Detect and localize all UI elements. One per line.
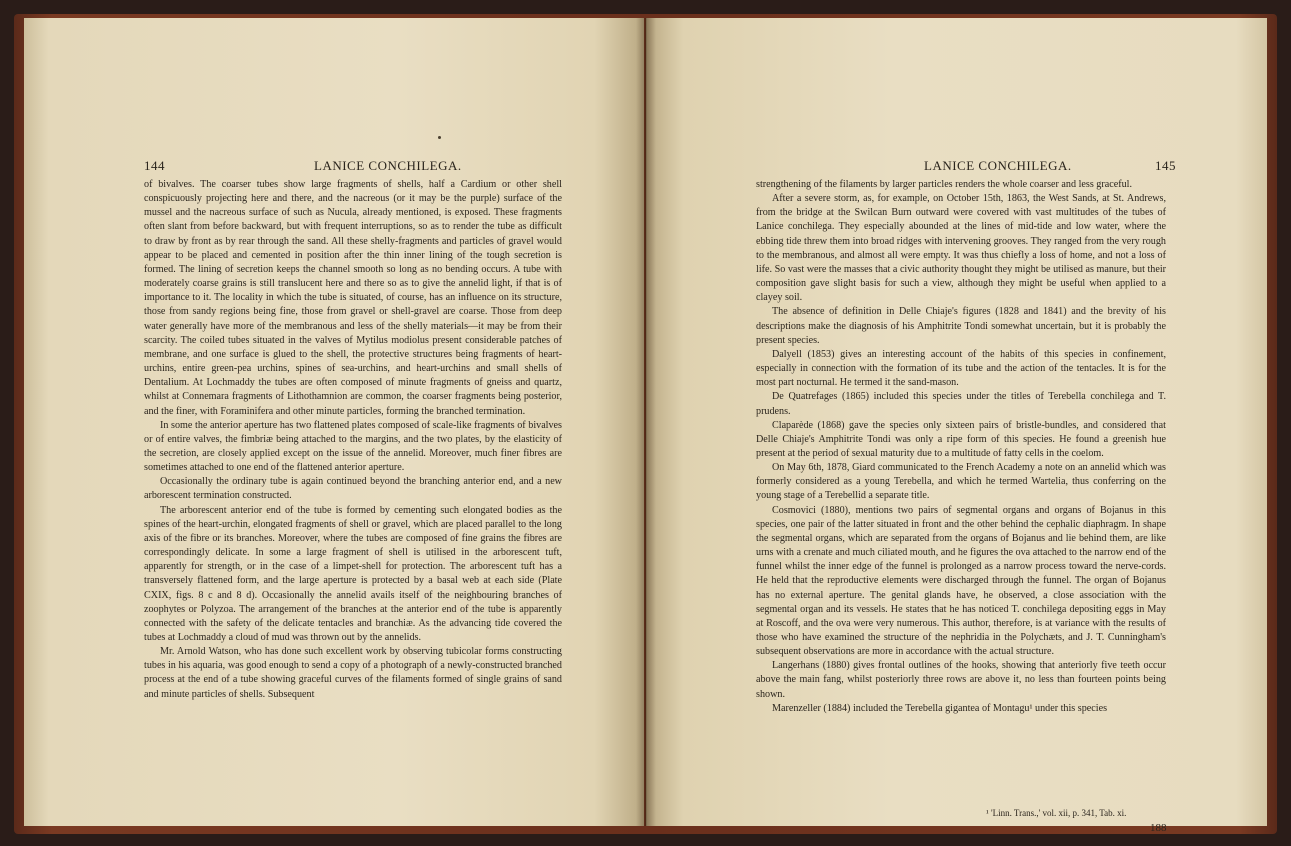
ink-speck: [438, 136, 441, 139]
paragraph: In some the anterior aperture has two flattened plates composed of scale-like fragments of bivalves or of entire valves, the fimbriæ being attached to the margins, and the two plates, by the elasticity of the secretion, are closely applied except on the issue of the annelid. Moreover, much finer fibres are sometimes attached to one end of the flattened anterior aperture.: [144, 419, 562, 474]
paragraph: De Quatrefages (1865) included this species under the titles of Terebella conchilega and T. prudens.: [756, 391, 1166, 417]
paragraph: Claparède (1868) gave the species only sixteen pairs of bristle-bundles, and considered that Delle Chiaje's Amphitrite Tondi was only a ripe form of this species. He found a greenish hue present at the period of sexual maturity due to a multitude of fatty cells in the coelom.: [756, 419, 1166, 459]
paragraph: of bivalves. The coarser tubes show large fragments of shells, half a Cardium or other shell conspicuously projecting here and there, and the nacreous (or it may be the purple) surface of the mussel and the nacreous surface of such as Nucula, already mentioned, is exposed. These fragments often slant from before backward, but with frequent interruptions, so as to render the tube as difficult to draw by front as by rear through the sand. All these shelly-fragments and particles of gravel would appear to be placed and cemented in position after the thin inner lining of the tough secretion is formed. The lining of secretion keeps the channel smooth so long as no bending occurs. A tube with moderately coarse grains is still translucent here and there so as to give the annelid light, if that is of importance to it. The locality in which the tube is situated, of course, has an influence on its structure, those from sandy regions being fine, those from gravel or shell-gravel are coarse. Those from deep water generally have more of the membranous and less of the shelly materials—it may be from their scarcity. The coiled tubes situated in the valves of Mytilus modiolus present considerable patches of membrane, and one surface is glued to the shell, the protective structures being fragments of heart-urchins, entire green-pea urchins, spines of sea-urchins, and heart-urchins and small shells of Dentalium. At Lochmaddy the tubes are often composed of minute fragments of gneiss and quartz, whilst at Connemara fragments of Lithothamnion are common, the coarser fragments being posterior, and the finer, with Foraminifera and other minute particles, forming the branched termination.: [144, 179, 562, 417]
paragraph: Langerhans (1880) gives frontal outlines of the hooks, showing that anteriorly five teeth occur above the main fang, whilst posteriorly three rows are above it, no less than fourteen points being shown.: [756, 660, 1166, 700]
right-page: [646, 18, 1267, 834]
left-page: [24, 18, 644, 826]
signature-mark: 188: [1150, 822, 1167, 834]
paragraph: Occasionally the ordinary tube is again continued beyond the branching anterior end, and a new arborescent termination constructed.: [144, 476, 562, 502]
left-page-number: 144: [144, 158, 165, 173]
footnote: ¹ 'Linn. Trans.,' vol. xii, p. 341, Tab. xi.: [986, 808, 1127, 818]
right-body-text: [756, 178, 1166, 716]
left-body-text: [144, 178, 562, 702]
left-running-title: LANICE CONCHILEGA.: [314, 158, 462, 173]
book-gutter: [636, 18, 656, 826]
paragraph: On May 6th, 1878, Giard communicated to the French Academy a note on an annelid which was formerly considered as a young Terebella, and which he termed Wartelia, thus conferring on the young stage of a Terebellid a separate title.: [756, 462, 1166, 502]
paragraph: Marenzeller (1884) included the Terebella gigantea of Montagu¹ under this species: [772, 702, 1108, 714]
right-running-title: LANICE CONCHILEGA.: [924, 158, 1072, 173]
right-page-number: 145: [1155, 158, 1176, 173]
paragraph: Dalyell (1853) gives an interesting account of the habits of this species in confinement, especially in connection with the formation of its tube and the action of the tentacles. It is for the most part nocturnal. He termed it the sand-mason.: [756, 348, 1166, 389]
paragraph: strengthening of the filaments by larger particles renders the whole coarser and less graceful.: [756, 179, 1132, 190]
paragraph: After a severe storm, as, for example, on October 15th, 1863, the West Sands, at St. Andrews, from the bridge at the Swilcan Burn outward were covered with vast multitudes of the tubes of Lanice conchilega. They especially abounded at the lines of mid-tide and low water, where the ebbing tide threw them into broad ridges with intervening grooves. They ranged from the very rough to the membranous, and almost all were empty. It was thus chiefly a loss of home, and not a loss of life. So vast were the masses that a civic authority thought they might be utilised as manure, but their composition gave slight basis for such a view, although they might be useful when applied to a clayey soil.: [756, 193, 1166, 304]
paragraph: Mr. Arnold Watson, who has done such excellent work by observing tubicolar forms constructing tubes in his aquaria, was good enough to send a copy of a photograph of a newly-constructed branched process at the end of a tube showing graceful curves of the filaments formed of single grains of sand and minute particles of shells. Subsequent: [144, 646, 562, 700]
paragraph: The arborescent anterior end of the tube is formed by cementing such elongated bodies as the spines of the heart-urchin, elongated fragments of shell or gravel, which are placed parallel to the long axis of the fibre or its branches. Moreover, where the tubes are composed of fine grains the fibres are correspondingly delicate. In some a large fragment of shell is utilised in the arborescent tuft, apparently for strength, or in the case of a limpet-shell for protection. The arborescent tuft has a transversely flattened form, and the large aperture is protected by a basal web at each side (Plate CXIX, figs. 8 c and 8 d). Occasionally the annelid avails itself of the neighbouring branches of zoophytes or Polyzoa. The arrangement of the branches at the anterior end of the tube is apparently connected with the safety of the delicate tentacles and branchiæ. As the advancing tide covered the tubes at Lochmaddy a cloud of mud was thrown out by the annelids.: [144, 504, 562, 643]
paragraph: The absence of definition in Delle Chiaje's figures (1828 and 1841) and the brevity of his descriptions make the diagnosis of his Amphitrite Tondi somewhat uncertain, but it is probably the present species.: [756, 306, 1166, 346]
book-spread: [24, 18, 1267, 834]
paragraph: Cosmovici (1880), mentions two pairs of segmental organs and organs of Bojanus in this species, one pair of the latter situated in front and the other behind the cephalic diaphragm. In shape the segmental organs, which are separated from the organs of Bojanus and lie behind them, are like urns with a crenate and much ciliated mouth, and he figures the ova attached to the narrow end of the funnel whilst the inner edge of the funnel is prolonged as a narrow process toward the nerve-cords. He held that the reproductive elements were discharged through the funnel. The organ of Bojanus has no external aperture. The genital glands have, he observed, a close association with the segmental organ and its vessels. He states that he has noticed T. conchilega depositing eggs in May at Roscoff, and the ova were very numerous. This author, therefore, is at variance with the results of those who have examined the structure of the nephridia in the Polychæts, and J. T. Cunningham's subsequent observations are more in accordance with the actual structure.: [756, 504, 1166, 658]
